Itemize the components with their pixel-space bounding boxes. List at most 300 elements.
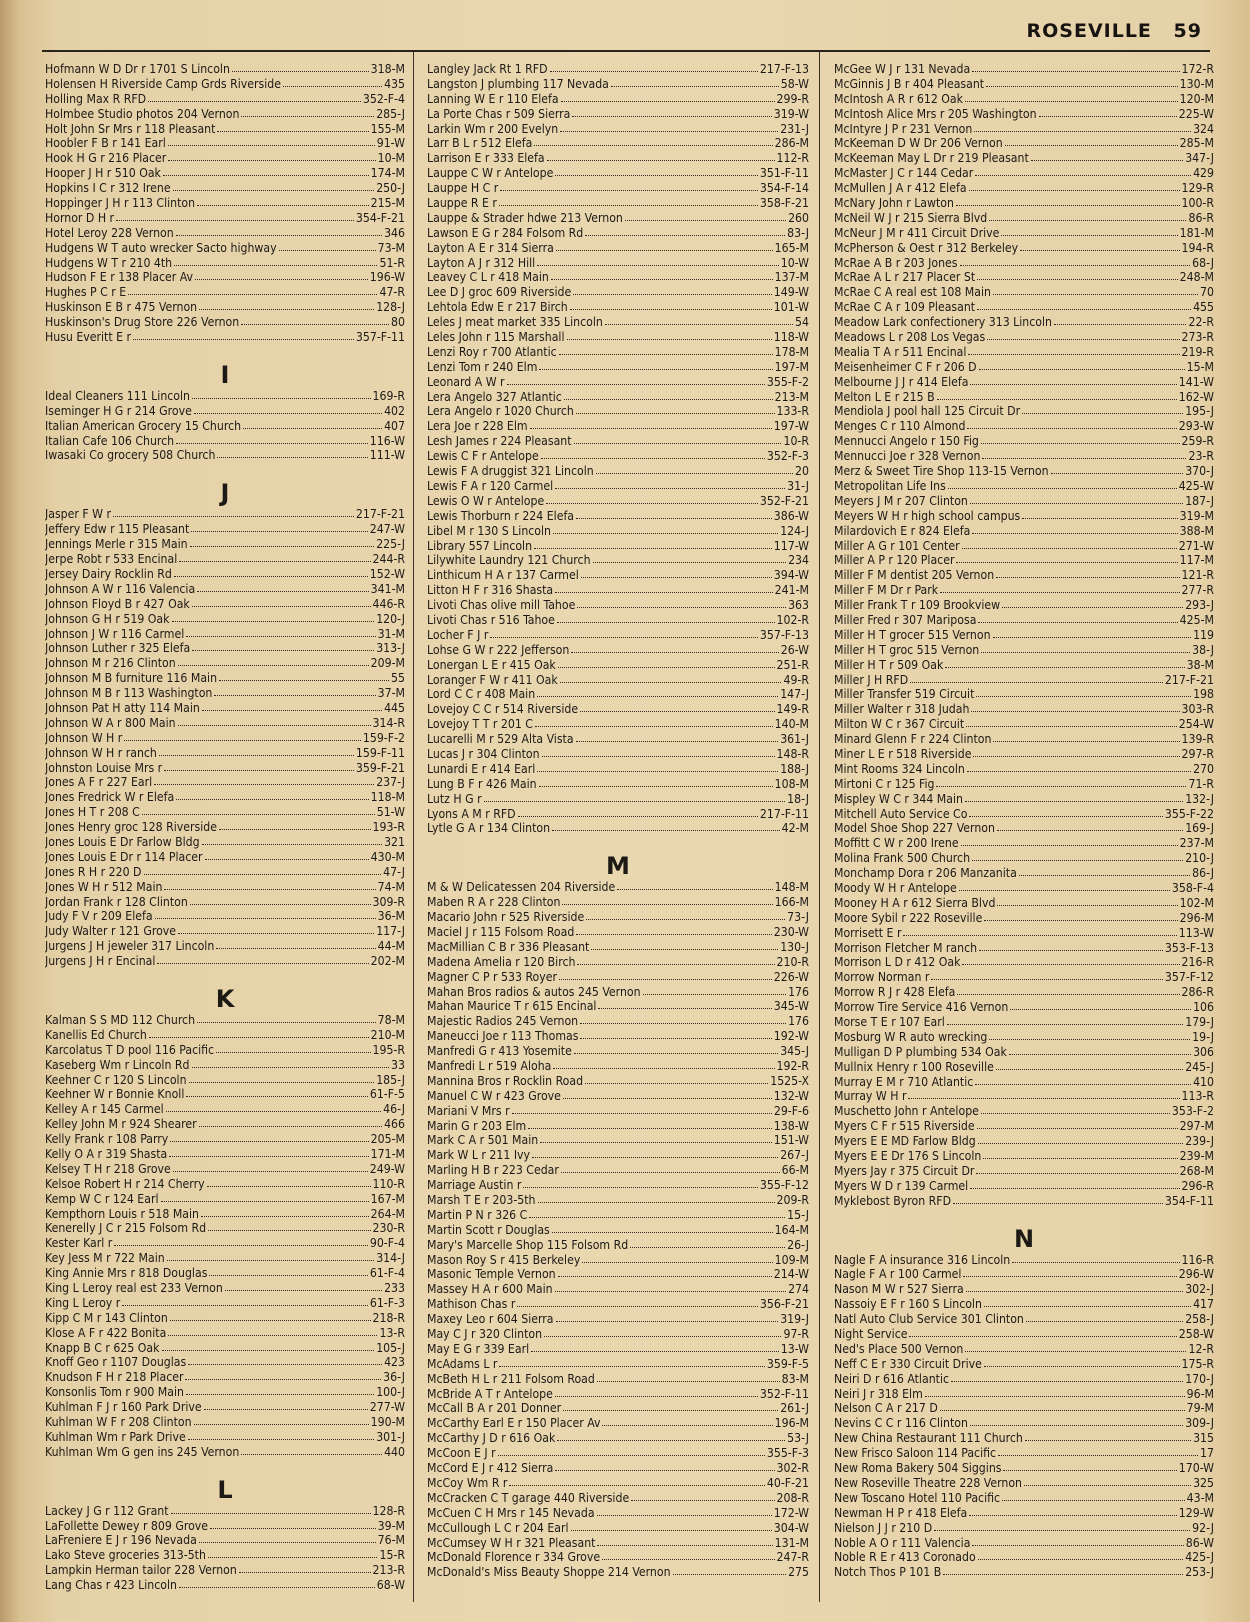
header-rule — [42, 50, 1210, 52]
entry-phone: 302-R — [776, 1461, 809, 1476]
leader-dots — [956, 553, 1177, 563]
leader-dots — [998, 1446, 1198, 1456]
directory-entry — [834, 1491, 1214, 1506]
entry-name: Kelley A r 145 Carmel — [45, 1102, 164, 1117]
entry-phone: 102-M — [1179, 895, 1214, 910]
directory-entry — [45, 196, 405, 211]
leader-dots — [586, 910, 785, 920]
entry-name: Neiri J r 318 Elm — [834, 1386, 923, 1401]
leader-dots — [1051, 464, 1184, 474]
entry-phone: 47-J — [383, 864, 405, 879]
entry-name: Jurgens J H jeweler 317 Lincoln — [45, 939, 215, 954]
directory-entry — [45, 285, 405, 300]
entry-name: Lauppe H C r — [427, 181, 499, 196]
entry-phone: 61-F-3 — [369, 1295, 405, 1310]
directory-entry — [427, 687, 809, 702]
directory-entry — [834, 821, 1214, 836]
leader-dots — [205, 850, 369, 860]
entry-phone: 351-F-11 — [759, 166, 809, 181]
leader-dots — [179, 1578, 375, 1588]
directory-entry — [45, 1013, 405, 1028]
entry-name: Nevins C C r 116 Clinton — [834, 1416, 968, 1431]
directory-entry — [45, 1192, 405, 1207]
entry-phone: 86-R — [1188, 210, 1214, 225]
directory-entry — [834, 1372, 1214, 1387]
entry-phone: 355-F-2 — [766, 374, 809, 389]
leader-dots — [617, 880, 772, 890]
leader-dots — [551, 270, 773, 280]
entry-phone: 309-J — [1185, 1416, 1214, 1431]
leader-dots — [161, 1192, 369, 1202]
leader-dots — [978, 1550, 1184, 1560]
entry-name: Manfredi L r 519 Aloha — [427, 1059, 552, 1073]
leader-dots — [202, 701, 382, 711]
leader-dots — [239, 1563, 371, 1573]
entry-phone: 29-F-6 — [773, 1103, 809, 1118]
directory-entry — [427, 762, 809, 777]
entry-name: McCarthy Earl E r 150 Placer Av — [427, 1416, 601, 1431]
entry-phone: 102-R — [776, 612, 809, 627]
entry-name: Larr B L r 512 Elefa — [427, 136, 533, 151]
leader-dots — [172, 612, 375, 622]
entry-name: Mathison Chas r — [427, 1297, 516, 1312]
directory-entry — [834, 881, 1214, 896]
entry-phone: 39-M — [377, 1518, 405, 1533]
entry-name: Lutz H G r — [427, 791, 482, 806]
leader-dots — [966, 717, 1177, 727]
entry-name: Morrow Tire Service 416 Vernon — [834, 1000, 1009, 1015]
entry-phone: 216-R — [1181, 955, 1214, 970]
directory-entry — [834, 1327, 1214, 1342]
directory-entry — [834, 1431, 1214, 1446]
leader-dots — [232, 62, 369, 72]
leader-dots — [910, 673, 1163, 683]
entry-name: Lako Steve groceries 313-5th — [45, 1548, 206, 1563]
directory-entry — [427, 464, 809, 479]
directory-entry — [834, 1506, 1214, 1521]
entry-phone: 354-F-21 — [355, 210, 405, 225]
entry-name: Macario John r 525 Riverside — [427, 910, 585, 925]
entry-name: Johnson W H r — [45, 730, 123, 745]
entry-phone: 208-R — [776, 1490, 809, 1505]
leader-dots — [241, 1445, 382, 1455]
leader-dots — [996, 568, 1179, 578]
entry-phone: 346 — [384, 225, 405, 240]
entry-name: Newman H P r 418 Elefa — [834, 1505, 968, 1520]
entry-name: Lesh James r 224 Pleasant — [427, 434, 572, 449]
entry-name: Kanellis Ed Church — [45, 1027, 147, 1042]
entry-phone: 118-M — [370, 790, 405, 805]
column-divider — [413, 52, 414, 1602]
directory-column-3 — [834, 62, 1214, 1580]
directory-entry — [45, 924, 405, 939]
entry-phone: 33 — [391, 1057, 405, 1072]
leader-dots — [563, 1401, 778, 1411]
directory-entry — [45, 1370, 405, 1385]
entry-name: Leavey C L r 418 Main — [427, 270, 549, 285]
entry-name: McGinnis J B r 404 Pleasant — [834, 76, 985, 91]
leader-dots — [186, 627, 375, 637]
entry-name: Myers C F r 515 Riverside — [834, 1119, 975, 1134]
leader-dots — [993, 285, 1198, 295]
leader-dots — [977, 270, 1178, 280]
entry-phone: 214-W — [773, 1267, 809, 1282]
entry-phone: 133-R — [776, 404, 809, 419]
entry-phone: 22-R — [1188, 315, 1214, 330]
entry-name: McMullen J A r 412 Elefa — [834, 181, 967, 196]
directory-entry — [427, 1431, 809, 1446]
directory-entry — [45, 211, 405, 226]
leader-dots — [216, 1043, 370, 1053]
leader-dots — [959, 881, 1170, 891]
leader-dots — [975, 166, 1191, 176]
entry-phone: 140-M — [774, 717, 809, 732]
leader-dots — [937, 390, 1177, 400]
entry-phone: 254-W — [1178, 717, 1214, 732]
directory-entry — [427, 955, 809, 970]
leader-dots — [509, 1476, 764, 1486]
entry-name: Hotel Leroy 228 Vernon — [45, 225, 174, 240]
entry-phone: 258-J — [1185, 1312, 1214, 1327]
entry-phone: 239-M — [1179, 1149, 1214, 1164]
entry-phone: 100-J — [376, 1385, 405, 1400]
leader-dots — [124, 731, 361, 741]
leader-dots — [631, 1491, 774, 1501]
entry-phone: 12-R — [1188, 1341, 1214, 1356]
entry-name: McPherson & Oest r 312 Berkeley — [834, 240, 1019, 255]
entry-name: Jurgens J H r Encinal — [45, 954, 156, 969]
directory-entry — [427, 449, 809, 464]
directory-entry — [45, 1296, 405, 1311]
entry-phone: 193-R — [372, 820, 405, 835]
directory-entry — [834, 1521, 1214, 1536]
leader-dots — [500, 181, 758, 191]
entry-phone: 19-J — [1192, 1029, 1214, 1044]
leader-dots — [550, 62, 758, 72]
leader-dots — [176, 226, 382, 236]
entry-phone: 47-R — [379, 285, 405, 300]
leader-dots — [982, 449, 1186, 459]
leader-dots — [149, 1028, 369, 1038]
entry-name: Larkin Wm r 200 Evelyn — [427, 121, 559, 136]
leader-dots — [951, 1372, 1183, 1382]
leader-dots — [171, 1504, 371, 1514]
directory-entry — [427, 732, 809, 747]
leader-dots — [580, 1029, 771, 1039]
entry-phone: 78-M — [377, 1012, 405, 1027]
entry-phone: 70 — [1200, 285, 1214, 300]
entry-name: Hudgens W T r 210 4th — [45, 255, 173, 270]
leader-dots — [537, 256, 779, 266]
entry-name: McCracken C T garage 440 Riverside — [427, 1490, 630, 1505]
directory-entry — [834, 1357, 1214, 1372]
leader-dots — [507, 375, 765, 385]
directory-entry — [834, 1282, 1214, 1297]
directory-entry — [427, 434, 809, 449]
entry-phone: 304-W — [773, 1520, 809, 1535]
section-letter: I — [220, 360, 230, 389]
entry-name: Lewis O W r Antelope — [427, 493, 545, 508]
directory-entry — [45, 895, 405, 910]
leader-dots — [552, 821, 780, 831]
directory-entry — [834, 107, 1214, 122]
directory-entry — [834, 1536, 1214, 1551]
entry-phone: 210-R — [776, 954, 809, 969]
entry-phone: 46-J — [383, 1102, 405, 1117]
entry-phone: 253-J — [1185, 1565, 1214, 1580]
entry-phone: 38-M — [1186, 657, 1214, 672]
entry-phone: 129-W — [1178, 1505, 1214, 1520]
leader-dots — [162, 1341, 375, 1351]
leader-dots — [517, 1297, 758, 1307]
leader-dots — [965, 792, 1183, 802]
entry-phone: 196-M — [774, 1416, 809, 1431]
entry-name: Mariani V Mrs r — [427, 1103, 510, 1118]
directory-entry — [427, 1536, 809, 1551]
entry-phone: 205-M — [370, 1132, 405, 1147]
leader-dots — [201, 1207, 369, 1217]
entry-phone: 97-R — [783, 1327, 809, 1342]
entry-phone: 301-J — [376, 1429, 405, 1444]
entry-phone: 215-M — [370, 196, 405, 211]
directory-entry — [45, 552, 405, 567]
directory-entry — [834, 970, 1214, 985]
leader-dots — [970, 1416, 1183, 1426]
entry-phone: 172-W — [773, 1505, 809, 1520]
leader-dots — [553, 524, 778, 534]
entry-name: Layton A E r 314 Sierra — [427, 240, 554, 255]
leader-dots — [596, 464, 793, 474]
directory-entry — [427, 92, 809, 107]
leader-dots — [561, 1163, 780, 1173]
directory-entry — [45, 226, 405, 241]
entry-phone: 302-J — [1185, 1282, 1214, 1297]
entry-name: Keehner C r 120 S Lincoln — [45, 1072, 187, 1087]
entry-phone: 117-M — [1179, 553, 1214, 568]
entry-phone: 116-R — [1181, 1252, 1214, 1267]
leader-dots — [531, 1342, 779, 1352]
entry-name: McNary John r Lawton — [834, 196, 954, 211]
entry-phone: 259-R — [1181, 434, 1214, 449]
leader-dots — [209, 1266, 367, 1276]
entry-name: McDonald's Miss Beauty Shoppe 214 Vernon — [427, 1565, 671, 1580]
leader-dots — [981, 643, 1190, 653]
leader-dots — [555, 1387, 758, 1397]
leader-dots — [157, 954, 368, 964]
entry-phone: 314-J — [376, 1251, 405, 1266]
entry-name: Lonergan L E r 415 Oak — [427, 657, 556, 672]
leader-dots — [530, 419, 772, 429]
entry-phone: 109-M — [774, 1252, 809, 1267]
directory-entry — [834, 62, 1214, 77]
leader-dots — [174, 256, 377, 266]
entry-phone: 119 — [1193, 627, 1214, 642]
directory-entry — [427, 241, 809, 256]
entry-phone: 37-M — [377, 686, 405, 701]
entry-name: Mark W L r 211 Ivy — [427, 1148, 531, 1163]
leader-dots — [173, 1162, 368, 1172]
entry-name: Keehner W r Bonnie Knoll — [45, 1087, 185, 1102]
entry-phone: 370-J — [1185, 464, 1214, 479]
entry-name: Myklebost Byron RFD — [834, 1193, 952, 1208]
entry-name: Mason Roy S r 415 Berkeley — [427, 1252, 581, 1267]
leader-dots — [563, 1089, 772, 1099]
directory-entry — [427, 494, 809, 509]
entry-name: Hooper J H r 510 Oak — [45, 166, 161, 181]
leader-dots — [925, 1387, 1185, 1397]
entry-phone: 170-J — [1185, 1371, 1214, 1386]
leader-dots — [630, 1238, 785, 1248]
directory-entry — [427, 1327, 809, 1342]
leader-dots — [1022, 509, 1177, 519]
entry-name: Mealia T A r 511 Encinal — [834, 344, 967, 359]
entry-phone: 79-M — [1186, 1401, 1214, 1416]
entry-phone: 296-W — [1178, 1267, 1214, 1282]
entry-phone: 233 — [384, 1281, 405, 1296]
leader-dots — [116, 211, 354, 221]
entry-name: Kelley John M r 924 Shearer — [45, 1117, 197, 1132]
entry-name: Mahan Maurice T r 615 Encinal — [427, 999, 597, 1014]
directory-entry — [45, 270, 405, 285]
section-letter: J — [220, 479, 230, 508]
directory-entry — [427, 985, 809, 1000]
entry-name: LaFollette Dewey r 809 Grove — [45, 1518, 209, 1533]
entry-phone: 358-F-21 — [759, 196, 809, 211]
leader-dots — [1031, 151, 1183, 161]
directory-entry — [427, 1387, 809, 1402]
directory-entry — [427, 77, 809, 92]
entry-phone: 185-J — [376, 1072, 405, 1087]
entry-phone: 267-J — [780, 1148, 809, 1163]
entry-name: Johnson J W r 116 Carmel — [45, 626, 185, 641]
directory-entry — [834, 226, 1214, 241]
entry-name: Lewis Thorburn r 224 Elefa — [427, 508, 575, 523]
entry-name: Lewis F A druggist 321 Lincoln — [427, 464, 594, 479]
leader-dots — [562, 895, 772, 905]
leader-dots — [216, 939, 375, 949]
directory-entry — [834, 122, 1214, 137]
leader-dots — [192, 641, 374, 651]
entry-name: Litton H F r 316 Shasta — [427, 583, 554, 598]
entry-phone: 313-J — [376, 641, 405, 656]
entry-name: Iseminger H G r 214 Grove — [45, 403, 192, 418]
leader-dots — [567, 330, 772, 340]
entry-name: Morrisett E r — [834, 925, 902, 940]
directory-entry — [834, 1015, 1214, 1030]
entry-name: Night Service — [834, 1327, 908, 1342]
leader-dots — [192, 389, 370, 399]
entry-phone: 36-J — [383, 1370, 405, 1385]
entry-phone: 137-M — [774, 270, 809, 285]
entry-phone: 13-R — [379, 1325, 405, 1340]
directory-entry — [427, 181, 809, 196]
directory-entry — [427, 1282, 809, 1297]
entry-name: Johnston Louise Mrs r — [45, 760, 163, 775]
entry-name: Marsh T E r 203-5th — [427, 1193, 536, 1208]
directory-entry — [427, 1476, 809, 1491]
entry-name: Kaseberg Wm r Lincoln Rd — [45, 1057, 190, 1072]
leader-dots — [968, 345, 1179, 355]
leader-dots — [948, 479, 1177, 489]
entry-phone: 197-W — [773, 419, 809, 434]
entry-phone: 86-J — [1192, 866, 1214, 881]
directory-entry — [834, 390, 1214, 405]
directory-entry — [834, 315, 1214, 330]
entry-phone: 138-W — [773, 1118, 809, 1133]
entry-phone: 230-W — [773, 924, 809, 939]
leader-dots — [978, 613, 1177, 623]
entry-phone: 353-F-13 — [1164, 940, 1214, 955]
directory-entry — [427, 568, 809, 583]
entry-phone: 359-F-21 — [355, 760, 405, 775]
directory-entry — [834, 464, 1214, 479]
leader-dots — [541, 449, 765, 459]
leader-dots — [173, 181, 375, 191]
entry-name: Miller F M Dr r Park — [834, 583, 939, 598]
entry-name: Miller A G r 101 Center — [834, 538, 960, 553]
leader-dots — [572, 107, 771, 117]
directory-column-2 — [427, 62, 809, 1580]
leader-dots — [984, 1297, 1191, 1307]
leader-dots — [597, 1372, 780, 1382]
directory-entry — [427, 1401, 809, 1416]
entry-name: McCullough L C r 204 Earl — [427, 1520, 569, 1535]
entry-phone: 217-F-21 — [1164, 672, 1214, 687]
entry-name: Leles John r 115 Marshall — [427, 330, 565, 345]
leader-dots — [191, 522, 367, 532]
leader-dots — [498, 1446, 765, 1456]
entry-name: New Frisco Saloon 114 Pacific — [834, 1446, 997, 1461]
entry-name: McRae C A real est 108 Main — [834, 285, 991, 300]
entry-phone: 92-J — [1192, 1520, 1214, 1535]
entry-phone: 51-W — [376, 805, 405, 820]
entry-name: Lera Angelo 327 Atlantic — [427, 389, 562, 404]
entry-phone: 53-J — [787, 1431, 809, 1446]
entry-name: Miller Transfer 519 Circuit — [834, 687, 975, 702]
leader-dots — [558, 658, 775, 668]
entry-name: Libel M r 130 S Lincoln — [427, 523, 552, 538]
entry-name: Menges C r 110 Almond — [834, 419, 966, 434]
directory-entry — [45, 880, 405, 895]
entry-phone: 341-M — [370, 581, 405, 596]
directory-entry — [834, 196, 1214, 211]
directory-entry — [834, 583, 1214, 598]
leader-dots — [1010, 1000, 1191, 1010]
leader-dots — [602, 1550, 774, 1560]
entry-phone: 358-F-4 — [1171, 880, 1214, 895]
leader-dots — [555, 166, 758, 176]
leader-dots — [673, 1565, 787, 1575]
entry-phone: 319-M — [1179, 508, 1214, 523]
leader-dots — [643, 985, 786, 995]
entry-phone: 425-W — [1178, 478, 1214, 493]
directory-entry — [45, 330, 405, 345]
directory-entry — [834, 628, 1214, 643]
entry-name: Nelson C A r 217 D — [834, 1401, 938, 1416]
leader-dots — [564, 390, 773, 400]
entry-name: Johnson W H r ranch — [45, 745, 157, 760]
entry-phone: 270 — [1193, 761, 1214, 776]
entry-name: Lera Angelo r 1020 Church — [427, 404, 574, 419]
directory-entry — [427, 1297, 809, 1312]
entry-name: Leonard A W r — [427, 374, 505, 389]
entry-phone: 176 — [788, 1014, 809, 1029]
entry-phone: 164-M — [774, 1222, 809, 1237]
entry-phone: 354-F-11 — [1164, 1193, 1214, 1208]
directory-entry — [45, 389, 405, 404]
entry-name: Miller H T groc 515 Vernon — [834, 642, 980, 657]
directory-entry — [834, 1476, 1214, 1491]
